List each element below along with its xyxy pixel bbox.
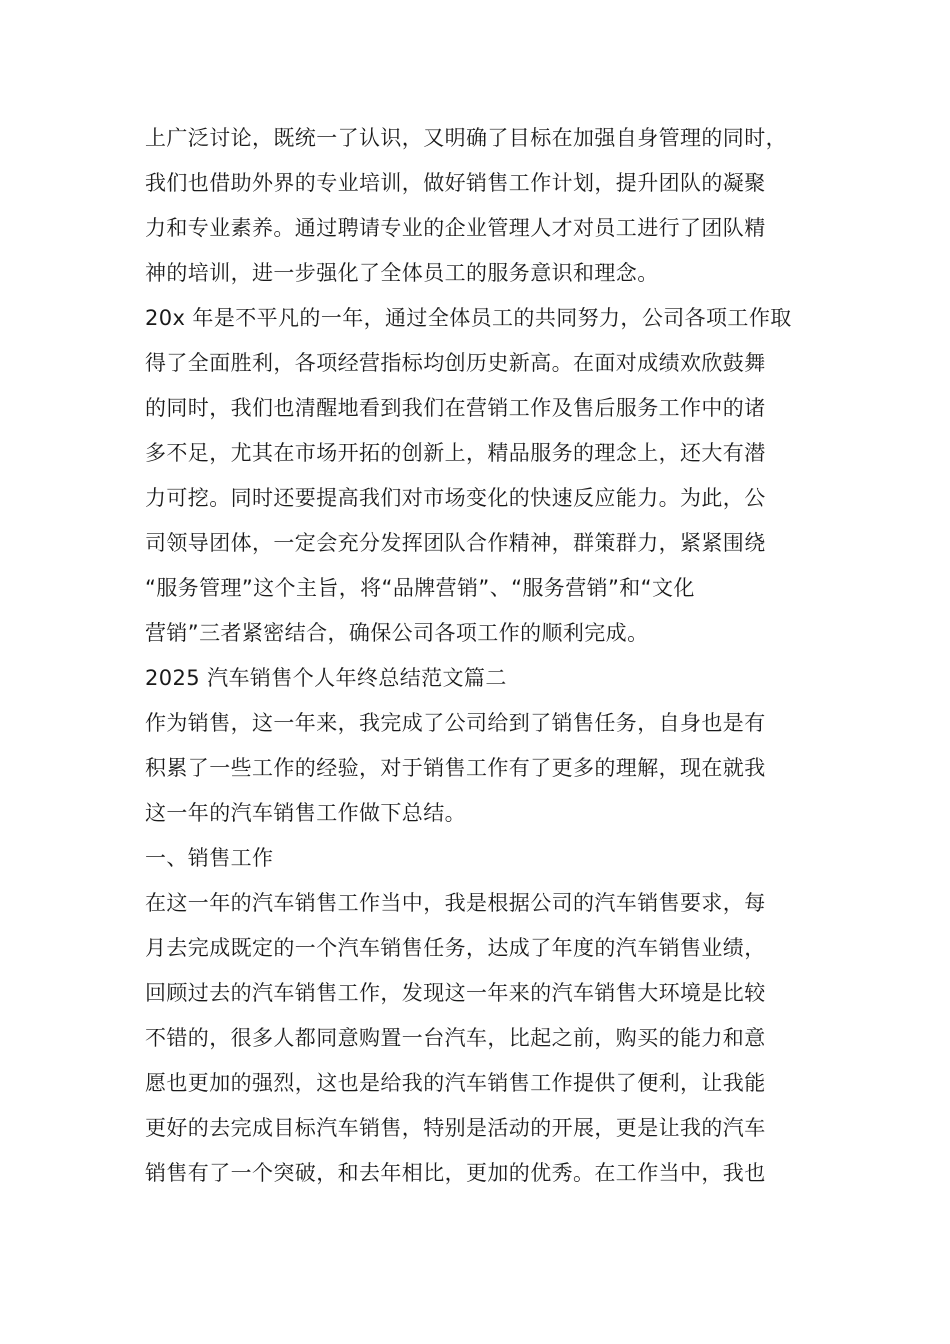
text-line: 的同时，我们也清醒地看到我们在营销工作及售后服务工作中的诸 bbox=[145, 396, 766, 420]
text-line: 力可挖。同时还要提高我们对市场变化的快速反应能力。为此，公 bbox=[145, 486, 766, 510]
text-line: 力和专业素养。通过聘请专业的企业管理人才对员工进行了团队精 bbox=[145, 216, 766, 240]
text-line: 我们也借助外界的专业培训，做好销售工作计划，提升团队的凝聚 bbox=[145, 171, 766, 195]
text-line: 司领导团体，一定会充分发挥团队合作精神，群策群力，紧紧围绕 bbox=[145, 531, 766, 555]
text-line: 上广泛讨论，既统一了认识，又明确了目标在加强自身管理的同时， bbox=[145, 126, 787, 150]
text-line: 神的培训，进一步强化了全体员工的服务意识和理念。 bbox=[145, 261, 659, 285]
text-line: 作为销售，这一年来，我完成了公司给到了销售任务，自身也是有 bbox=[145, 711, 766, 735]
document-body bbox=[145, 116, 807, 1196]
section-heading: 2025 汽车销售个人年终总结范文篇二 bbox=[145, 666, 507, 690]
text-line: 销售有了一个突破，和去年相比，更加的优秀。在工作当中，我也 bbox=[145, 1161, 766, 1185]
subsection-heading: 一、销售工作 bbox=[145, 846, 274, 870]
text-line: 20x 年是不平凡的一年，通过全体员工的共同努力，公司各项工作取 bbox=[145, 306, 792, 330]
text-line: 得了全面胜利，各项经营指标均创历史新高。在面对成绩欢欣鼓舞 bbox=[145, 351, 766, 375]
text-line: 这一年的汽车销售工作做下总结。 bbox=[145, 801, 466, 825]
text-line: 不错的，很多人都同意购置一台汽车，比起之前，购买的能力和意 bbox=[145, 1026, 766, 1050]
text-line: 多不足，尤其在市场开拓的创新上，精品服务的理念上，还大有潜 bbox=[145, 441, 766, 465]
text-line: 在这一年的汽车销售工作当中，我是根据公司的汽车销售要求，每 bbox=[145, 891, 766, 915]
text-line: 月去完成既定的一个汽车销售任务，达成了年度的汽车销售业绩， bbox=[145, 936, 766, 960]
text-line: “服务管理”这个主旨，将“品牌营销”、“服务营销”和“文化 bbox=[145, 576, 695, 600]
text-line: 积累了一些工作的经验，对于销售工作有了更多的理解，现在就我 bbox=[145, 756, 766, 780]
text-line: 营销”三者紧密结合，确保公司各项工作的顺利完成。 bbox=[145, 621, 649, 645]
text-line: 愿也更加的强烈，这也是给我的汽车销售工作提供了便利，让我能 bbox=[145, 1071, 766, 1095]
text-line: 更好的去完成目标汽车销售，特别是活动的开展，更是让我的汽车 bbox=[145, 1116, 766, 1140]
text-line: 回顾过去的汽车销售工作，发现这一年来的汽车销售大环境是比较 bbox=[145, 981, 766, 1005]
